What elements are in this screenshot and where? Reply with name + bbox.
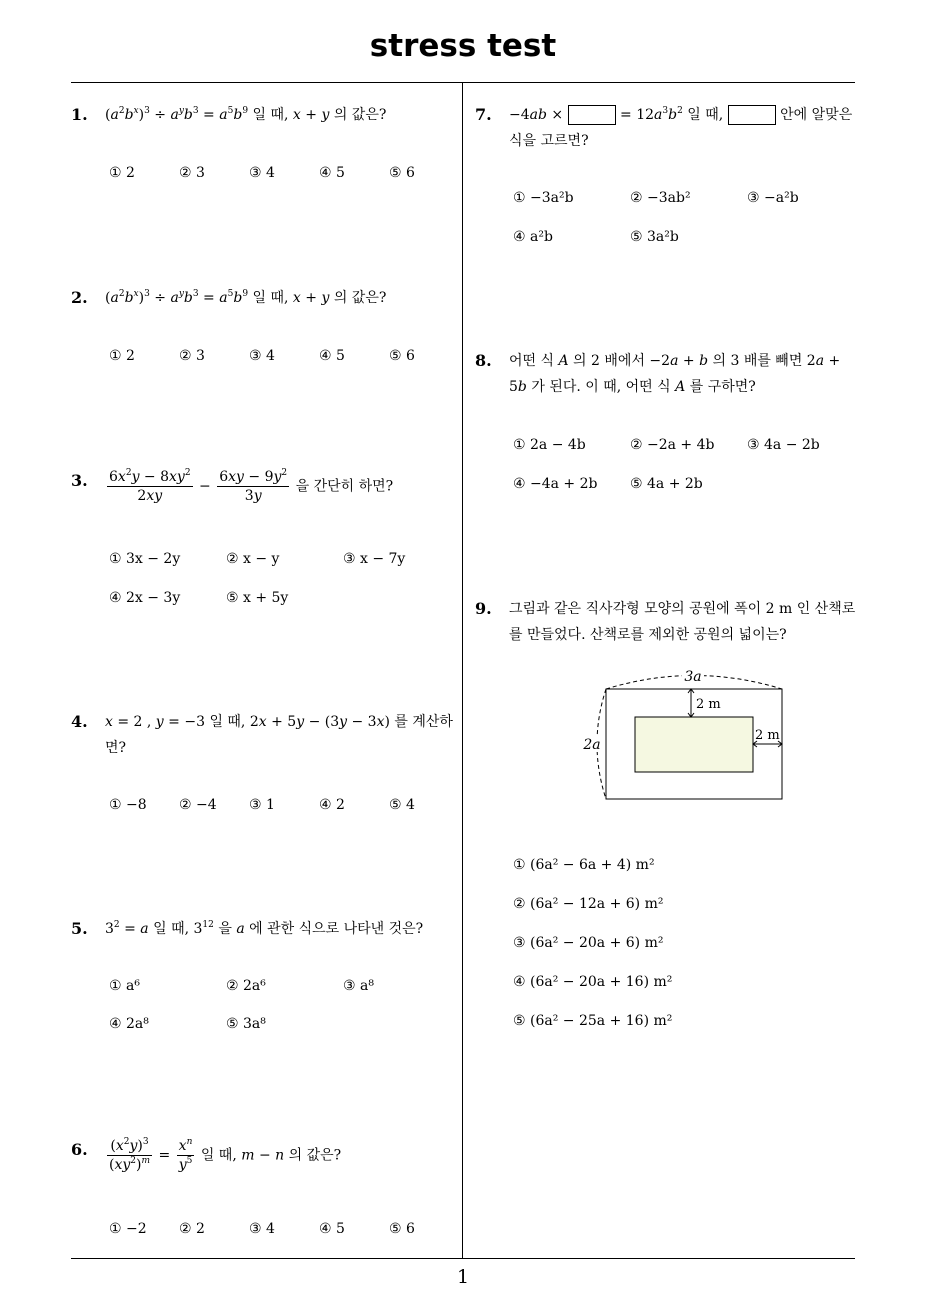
column-divider	[462, 82, 463, 1258]
question-number: 7.	[475, 105, 492, 124]
park-figure	[570, 662, 800, 812]
choice-option[interactable]: ① −2	[109, 1221, 147, 1237]
choice-option[interactable]: ① −8	[109, 797, 147, 813]
question-number: 3.	[71, 471, 88, 490]
choice-option[interactable]: ③ a⁸	[343, 978, 374, 994]
choice-option[interactable]: ③ 4	[249, 348, 275, 364]
page-number: 1	[456, 1266, 470, 1288]
label-2a: 2a	[583, 737, 601, 753]
choice-option[interactable]: ③ 4	[249, 165, 275, 181]
choice-option[interactable]: ② −2a + 4b	[630, 437, 715, 453]
choice-option[interactable]: ① (6a² − 6a + 4) m²	[513, 857, 655, 873]
question-number: 1.	[71, 105, 88, 124]
choice-option[interactable]: ③ 4	[249, 1221, 275, 1237]
label-inner-right: 2 m	[755, 728, 780, 743]
choice-option[interactable]: ⑤ 3a⁸	[226, 1016, 266, 1032]
choice-option[interactable]: ② 2	[179, 1221, 205, 1237]
question-text: 그림과 같은 직사각형 모양의 공원에 폭이 2 m 인 산책로를 만들었다. 산책로를 제외한 공원의 넓이는?	[509, 601, 856, 643]
choice-option[interactable]: ① 2	[109, 348, 135, 364]
choice-option[interactable]: ① −3a²b	[513, 190, 574, 206]
choice-option[interactable]: ⑤ x + 5y	[226, 590, 289, 606]
park-inner-rect	[635, 717, 753, 772]
label-inner-top: 2 m	[696, 697, 721, 712]
question-text: x = 2 , y = −3 일 때, 2x + 5y − (3y − 3x) 를 계산하면?	[105, 714, 453, 756]
question-text: $\frac{6x^2y - 8xy^2}{2xy}$ − $\frac{6xy - 9y^2}{3y}$ 을 간단히 하면?	[109, 468, 394, 504]
question-number: 4.	[71, 712, 88, 731]
choice-option[interactable]: ③ 4a − 2b	[747, 437, 820, 453]
question-number: 8.	[475, 351, 492, 370]
page-title: stress test	[369, 28, 557, 64]
choice-option[interactable]: ② −4	[179, 797, 217, 813]
choice-option[interactable]: ① 2	[109, 165, 135, 181]
question-number: 5.	[71, 919, 88, 938]
question-text: $(a^2b^x)^3 \div a^yb^3 = a^5b^9$ 일 때, x + y 의 값은?	[105, 106, 387, 123]
question-number: 6.	[71, 1140, 88, 1159]
answer-box	[728, 105, 776, 125]
choice-option[interactable]: ⑤ 4	[389, 797, 415, 813]
choice-option[interactable]: ⑤ 6	[389, 165, 415, 181]
choice-option[interactable]: ④ (6a² − 20a + 16) m²	[513, 974, 673, 990]
question-text: $(a^2b^x)^3 \div a^yb^3 = a^5b^9$ 일 때, x + y 의 값은?	[105, 289, 387, 306]
choice-option[interactable]: ② 2a⁶	[226, 978, 266, 994]
choice-option[interactable]: ④ 5	[319, 165, 345, 181]
choice-option[interactable]: ④ 2x − 3y	[109, 590, 181, 606]
choice-option[interactable]: ③ 1	[249, 797, 275, 813]
choice-option[interactable]: ④ 5	[319, 348, 345, 364]
choice-option[interactable]: ② x − y	[226, 551, 280, 567]
choice-option[interactable]: ③ −a²b	[747, 190, 799, 206]
footer-divider	[71, 1258, 855, 1259]
choice-option[interactable]: ③ x − 7y	[343, 551, 406, 567]
choice-option[interactable]: ⑤ 4a + 2b	[630, 476, 703, 492]
question-text: −4ab × = $12a^3b^2$ 일 때, 안에 알맞은 식을 고르면?	[509, 106, 853, 149]
header-divider	[71, 82, 855, 83]
label-3a: 3a	[684, 669, 702, 685]
choice-option[interactable]: ⑤ 3a²b	[630, 229, 679, 245]
question-text: $3^2 = a$ 일 때, $3^{12}$ 을 a 에 관한 식으로 나타낸 것은?	[105, 920, 424, 937]
choice-option[interactable]: ② −3ab²	[630, 190, 691, 206]
choice-option[interactable]: ⑤ 6	[389, 1221, 415, 1237]
choice-option[interactable]: ④ 5	[319, 1221, 345, 1237]
choice-option[interactable]: ⑤ (6a² − 25a + 16) m²	[513, 1013, 673, 1029]
question-number: 2.	[71, 288, 88, 307]
choice-option[interactable]: ③ (6a² − 20a + 6) m²	[513, 935, 664, 951]
choice-option[interactable]: ② 3	[179, 165, 205, 181]
choice-option[interactable]: ② (6a² − 12a + 6) m²	[513, 896, 664, 912]
question-text: 어떤 식 A 의 2 배에서 −2a + b 의 3 배를 빼면 2a + 5b 가 된다. 이 때, 어떤 식 A 를 구하면?	[509, 353, 841, 395]
choice-option[interactable]: ⑤ 6	[389, 348, 415, 364]
choice-option[interactable]: ④ 2a⁸	[109, 1016, 149, 1032]
question-number: 9.	[475, 599, 492, 618]
choice-option[interactable]: ④ 2	[319, 797, 345, 813]
choice-option[interactable]: ④ a²b	[513, 229, 553, 245]
choice-option[interactable]: ① a⁶	[109, 978, 140, 994]
choice-option[interactable]: ④ −4a + 2b	[513, 476, 598, 492]
choice-option[interactable]: ① 2a − 4b	[513, 437, 586, 453]
choice-option[interactable]: ① 3x − 2y	[109, 551, 181, 567]
answer-box	[568, 105, 616, 125]
choice-option[interactable]: ② 3	[179, 348, 205, 364]
question-text: $\frac{(x^2y)^3}{(xy^2)^m}$ = $\frac{x^n}{y^5}$ 일 때, m − n 의 값은?	[109, 1137, 342, 1173]
